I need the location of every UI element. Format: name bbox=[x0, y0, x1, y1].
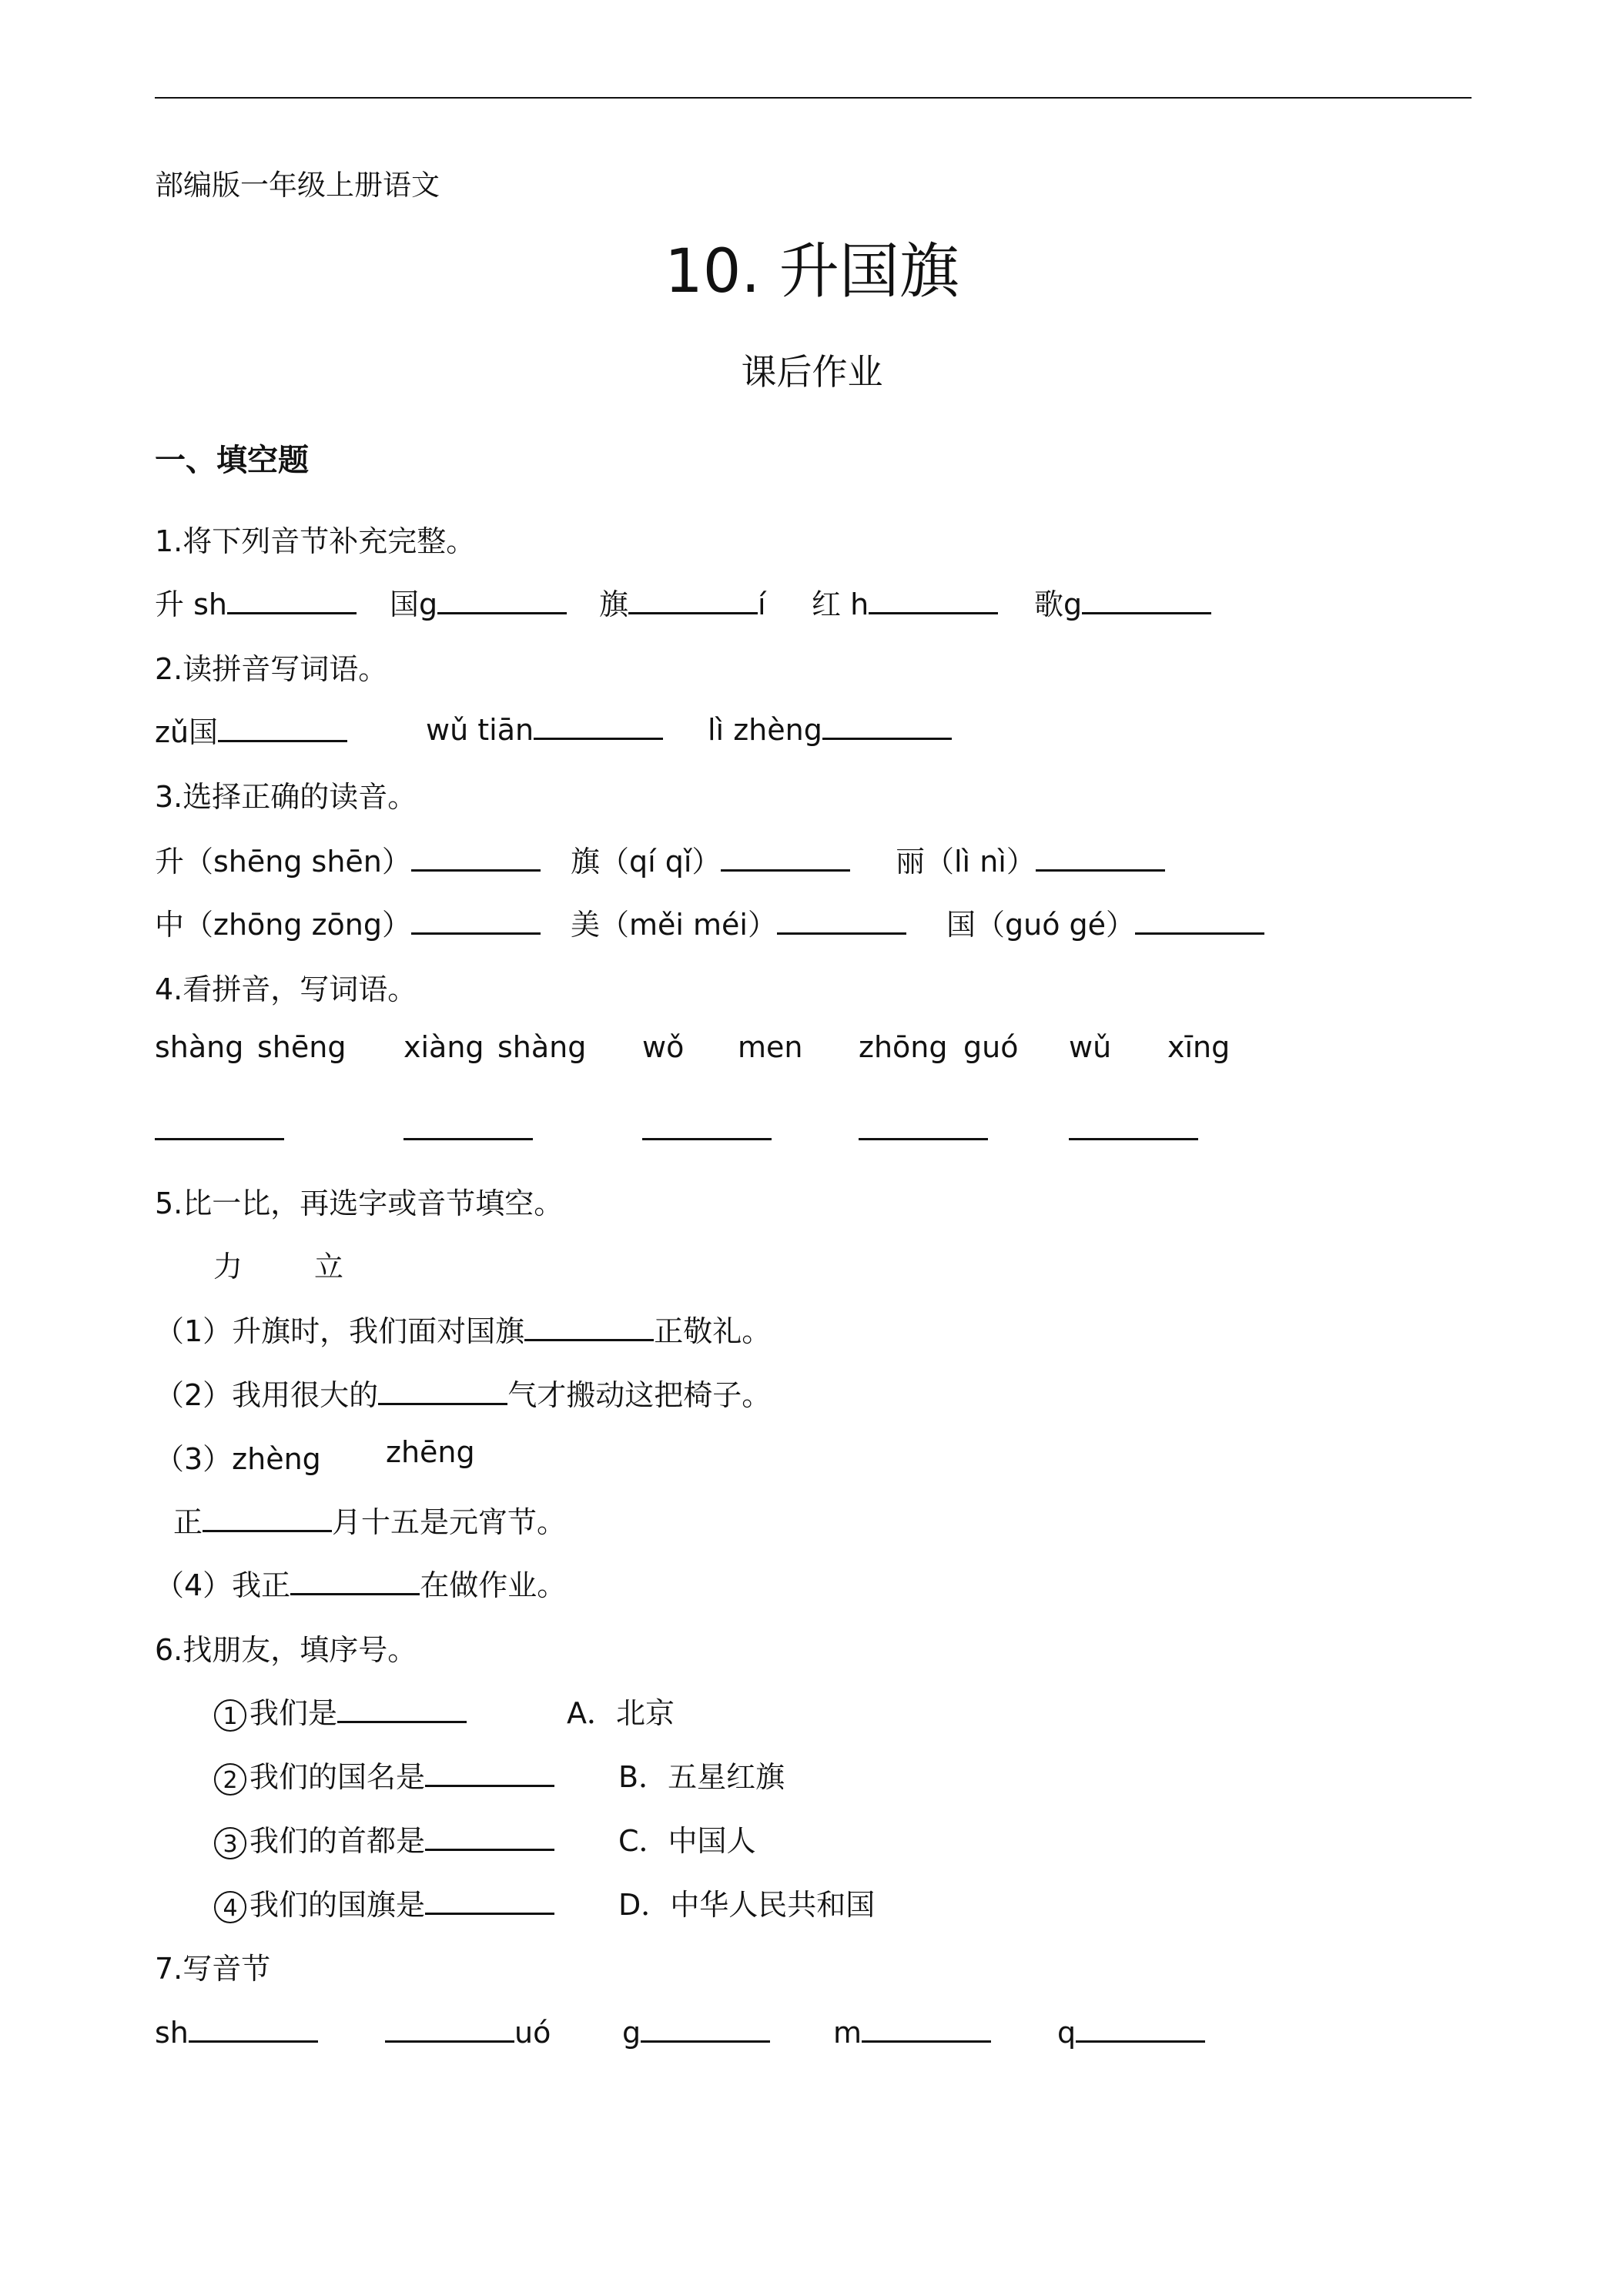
pinyin: xīng bbox=[1167, 1030, 1231, 1064]
q3-item: 旗（qí qǐ） bbox=[571, 838, 850, 880]
pinyin: guó bbox=[963, 1030, 1019, 1064]
q7-item: m bbox=[833, 2011, 991, 2050]
answer-blank[interactable] bbox=[777, 903, 906, 935]
q3-item: 中（zhōng zōng） bbox=[155, 901, 541, 943]
option: A．北京 bbox=[567, 1696, 675, 1730]
answer-blank[interactable] bbox=[425, 1883, 554, 1915]
q2-item: lì zhèng bbox=[708, 708, 952, 747]
q2-prompt: 2.读拼音写词语。 bbox=[155, 652, 388, 686]
answer-blank[interactable] bbox=[524, 1310, 654, 1341]
answer-blank[interactable] bbox=[218, 711, 347, 742]
choice-char: 立 bbox=[314, 1250, 344, 1284]
answer-blank[interactable] bbox=[425, 1819, 554, 1851]
answer-blank[interactable] bbox=[534, 708, 663, 740]
q5-sentence-4: （4）我正 在做作业。 bbox=[155, 1561, 566, 1604]
page-header: 部编版一年级上册语文 bbox=[155, 169, 440, 202]
answer-blank[interactable] bbox=[155, 1109, 284, 1140]
choice-char: 力 bbox=[213, 1250, 243, 1284]
q7-prompt: 7.写音节 bbox=[155, 1952, 271, 1986]
answer-blank[interactable] bbox=[290, 1564, 420, 1595]
answer-blank[interactable] bbox=[862, 2011, 991, 2043]
answer-blank[interactable] bbox=[437, 583, 567, 614]
q5-prompt: 5.比一比，再选字或音节填空。 bbox=[155, 1186, 564, 1220]
q2-item: zǔ国 bbox=[155, 708, 347, 751]
circled-number: 2 bbox=[214, 1763, 246, 1796]
q3-prompt: 3.选择正确的读音。 bbox=[155, 780, 417, 814]
answer-blank[interactable] bbox=[1076, 2011, 1205, 2043]
q5-sentence-1: （1）升旗时，我们面对国旗 正敬礼。 bbox=[155, 1307, 771, 1350]
pinyin: shēng bbox=[257, 1030, 347, 1064]
answer-blank[interactable] bbox=[385, 2011, 514, 2043]
answer-blank[interactable] bbox=[628, 583, 758, 614]
answer-blank[interactable] bbox=[378, 1374, 507, 1405]
answer-blank[interactable] bbox=[859, 1109, 988, 1140]
answer-blank[interactable] bbox=[411, 903, 541, 935]
pinyin: wǒ bbox=[642, 1030, 685, 1064]
answer-blank[interactable] bbox=[721, 840, 850, 872]
q5-sentence-2: （2）我用很大的 气才搬动这把椅子。 bbox=[155, 1371, 771, 1414]
answer-blank[interactable] bbox=[869, 583, 998, 614]
answer-blank[interactable] bbox=[1082, 583, 1211, 614]
option: C．中国人 bbox=[618, 1824, 756, 1858]
pinyin: men bbox=[738, 1030, 803, 1064]
circled-number: 4 bbox=[214, 1891, 246, 1923]
answer-blank[interactable] bbox=[403, 1109, 533, 1140]
q1-item: 升 sh bbox=[155, 581, 357, 623]
option: D．中华人民共和国 bbox=[618, 1888, 876, 1922]
answer-blank[interactable] bbox=[425, 1755, 554, 1787]
section-heading: 一、填空题 bbox=[155, 443, 309, 478]
answer-blank[interactable] bbox=[822, 708, 952, 740]
pinyin: shàng bbox=[497, 1030, 587, 1064]
pinyin: xiàng bbox=[403, 1030, 484, 1064]
q1-prompt: 1.将下列音节补充完整。 bbox=[155, 524, 476, 558]
q7-item: q bbox=[1057, 2011, 1205, 2050]
q7-item: sh bbox=[155, 2011, 318, 2050]
q6-prompt: 6.找朋友，填序号。 bbox=[155, 1633, 417, 1667]
circled-number: 3 bbox=[214, 1827, 246, 1859]
page-subtitle: 课后作业 bbox=[741, 351, 883, 393]
answer-blank[interactable] bbox=[642, 1109, 772, 1140]
answer-blank[interactable] bbox=[411, 840, 541, 872]
page-title: 10. 升国旗 bbox=[665, 237, 959, 306]
answer-blank[interactable] bbox=[337, 1692, 467, 1723]
q4-prompt: 4.看拼音，写词语。 bbox=[155, 972, 417, 1006]
q7-item: uó bbox=[385, 2011, 551, 2050]
pinyin: wǔ bbox=[1069, 1030, 1112, 1064]
q1-item: 歌g bbox=[1034, 581, 1211, 623]
answer-blank[interactable] bbox=[203, 1501, 332, 1532]
q1-item: 红 h bbox=[812, 581, 998, 623]
answer-blank[interactable] bbox=[1135, 903, 1264, 935]
answer-blank[interactable] bbox=[1069, 1109, 1198, 1140]
q2-item: wǔ tiān bbox=[426, 708, 663, 747]
q5-sentence-3: 正 月十五是元宵节。 bbox=[173, 1498, 566, 1541]
q1-item: 国g bbox=[390, 581, 567, 623]
q3-item: 丽（lì nì） bbox=[896, 838, 1165, 880]
answer-blank[interactable] bbox=[1036, 840, 1165, 872]
pinyin: shàng bbox=[155, 1030, 244, 1064]
circled-number: 1 bbox=[214, 1699, 246, 1732]
q7-item: g bbox=[622, 2011, 770, 2050]
option: B．五星红旗 bbox=[618, 1760, 785, 1794]
top-rule bbox=[155, 97, 1472, 99]
pinyin: zhōng bbox=[859, 1030, 948, 1064]
q3-item: 国（guó gé） bbox=[946, 901, 1264, 943]
answer-blank[interactable] bbox=[641, 2011, 770, 2043]
q1-item: 旗 í bbox=[599, 581, 766, 623]
answer-blank[interactable] bbox=[189, 2011, 318, 2043]
answer-blank[interactable] bbox=[227, 583, 357, 614]
q3-item: 美（měi méi） bbox=[571, 901, 906, 943]
q3-item: 升（shēng shēn） bbox=[155, 838, 541, 880]
